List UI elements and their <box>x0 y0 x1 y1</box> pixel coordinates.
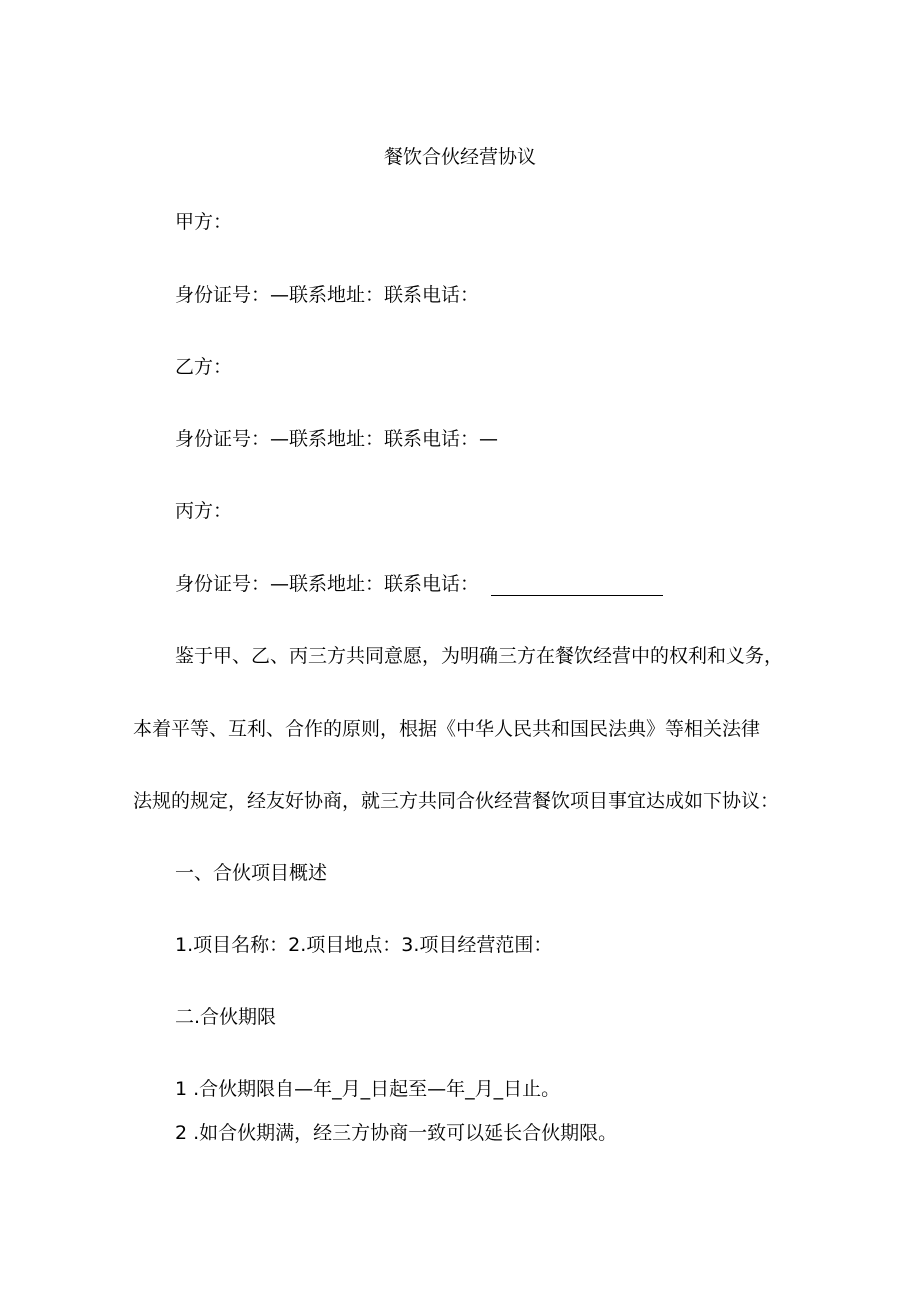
section-1-items: 1.项目名称：2.项目地点：3.项目经营范围： <box>175 934 553 956</box>
section-2-heading: 二.合伙期限 <box>175 1006 277 1028</box>
preamble-line-3: 法规的规定，经友好协商，就三方共同合伙经营餐饮项目事宜达成如下协议： <box>133 790 780 812</box>
document-title: 餐饮合伙经营协议 <box>383 146 536 168</box>
party-b-info: 身份证号：—联系地址：联系电话：— <box>175 428 499 450</box>
preamble-line-1: 鉴于甲、乙、丙三方共同意愿，为明确三方在餐饮经营中的权利和义务， <box>175 645 784 667</box>
fill-in-blank-line <box>491 594 663 596</box>
party-c-info: 身份证号：—联系地址：联系电话： <box>175 573 480 595</box>
party-a-label: 甲方： <box>175 211 233 233</box>
section-1-heading: 一、合伙项目概述 <box>175 862 328 884</box>
party-c-label: 丙方： <box>175 500 233 522</box>
preamble-line-2: 本着平等、互利、合作的原则，根据《中华人民共和国民法典》等相关法律 <box>133 718 761 740</box>
party-c-info-row <box>175 571 663 597</box>
party-b-label: 乙方： <box>175 356 233 378</box>
party-a-info: 身份证号：—联系地址：联系电话： <box>175 284 480 306</box>
section-2-item-1: 1 .合伙期限自—年_月_日起至—年_月_日止。 <box>175 1078 561 1100</box>
section-2-item-2: 2 .如合伙期满，经三方协商一致可以延长合伙期限。 <box>175 1122 618 1144</box>
